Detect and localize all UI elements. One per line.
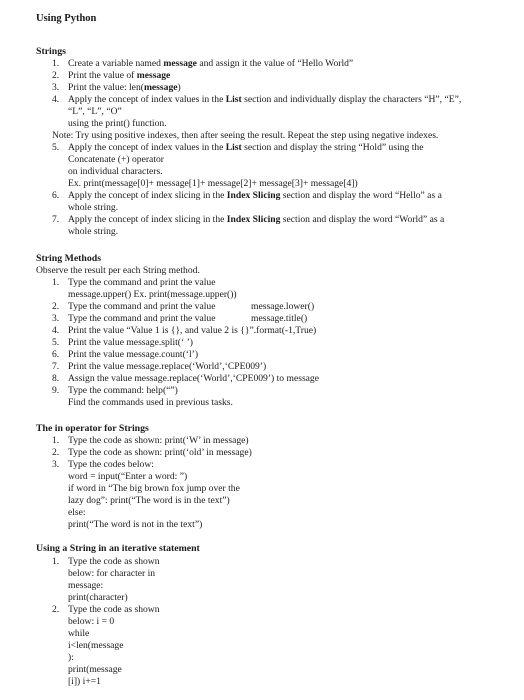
list-item-line: Type the code as shown: print(‘old’ in message) [68, 447, 252, 458]
item-number: 2. [52, 604, 60, 615]
list-item-line: Print the value “Value 1 is {}, and value 2 is {}”.format(-1,True) [68, 325, 317, 336]
list-item-line: Apply the concept of index values in the List section and display the string “Hold” using the [68, 142, 424, 153]
list-item-line: else: [68, 507, 86, 518]
list-item-line: Type the command and print the value [68, 277, 216, 288]
list-item-line: Print the value message.count(‘l’) [68, 349, 199, 360]
list-item-line: Assign the value message.replace(‘World’,‘CPE009’) to message [68, 373, 319, 384]
list-item-line: print(“The word is not in the text”) [68, 519, 203, 530]
list-item-line: ): [68, 652, 74, 663]
item-number: 9. [52, 385, 60, 396]
list-item-line: whole string. [68, 202, 119, 213]
item-number: 8. [52, 373, 60, 384]
list-item-line: i<len(message [68, 640, 124, 651]
item-number: 6. [52, 349, 60, 360]
list-item-line: Type the command: help(“”) [68, 385, 178, 396]
list-item-line: Print the value: len(message) [68, 82, 181, 93]
list-item-line: while [68, 628, 90, 639]
list-item-line: Apply the concept of index slicing in the Index Slicing section and display the word “Hello” as a [68, 190, 442, 201]
list-item-line: below: for character in [68, 568, 156, 579]
item-number: 4. [52, 325, 60, 336]
list-item-line: Print the value of message [68, 70, 171, 81]
list-item-line: Find the commands used in previous tasks. [68, 397, 233, 408]
item-number: 3. [52, 82, 60, 93]
list-item-line: Print the value message.replace(‘World’,‘CPE009’) [68, 361, 267, 372]
item-number: 1. [52, 556, 60, 567]
list-item-line: using the print() function. [68, 118, 167, 129]
item-number: 2. [52, 301, 60, 312]
list-item-line: Type the code as shown [68, 556, 160, 567]
item-number: 2. [52, 70, 60, 81]
string-methods-heading: String Methods [36, 253, 102, 264]
document-title: Using Python [36, 13, 97, 24]
list-item-line: Create a variable named message and assign it the value of “Hello World” [68, 58, 354, 69]
item-number: 2. [52, 447, 60, 458]
item-number: 6. [52, 190, 60, 201]
list-item-line: Apply the concept of index slicing in the Index Slicing section and display the word “World” as a [68, 214, 445, 225]
list-item-line: print(message [68, 664, 122, 675]
list-item-line: Type the code as shown: print(‘W’ in message) [68, 435, 249, 446]
method-command: message.title() [251, 313, 308, 324]
iterative-heading: Using a String in an iterative statement [36, 543, 200, 554]
list-item-line: Apply the concept of index values in the List section and individually display the characters “H”, “E”, [68, 94, 462, 105]
item-number: 5. [52, 142, 60, 153]
item-number: 7. [52, 361, 60, 372]
list-item-line: Print the value message.split(‘ ’) [68, 337, 193, 348]
list-item-line: message.upper() Ex. print(message.upper()) [68, 289, 237, 300]
item-number: 1. [52, 277, 60, 288]
list-item-line: [i]) i+=1 [68, 676, 101, 687]
string-methods-intro: Observe the result per each String method. [36, 265, 200, 276]
item-number: 1. [52, 58, 60, 69]
item-number: 3. [52, 459, 60, 470]
list-item-line: Ex. print(message[0]+ message[1]+ message[2]+ message[3]+ message[4]) [68, 178, 358, 189]
list-item-line: message: [68, 580, 104, 591]
list-item-line: Type the code as shown [68, 604, 160, 615]
list-item-line: Concatenate (+) operator [68, 154, 164, 165]
method-command: message.lower() [251, 301, 315, 312]
strings-heading: Strings [36, 46, 66, 57]
item-number: 4. [52, 94, 60, 105]
list-item-line: lazy dog”: print(“The word is in the text”) [68, 495, 230, 506]
list-item-line: word = input(“Enter a word: ”) [68, 471, 188, 482]
item-number: 7. [52, 214, 60, 225]
list-item-line: Type the command and print the value [68, 313, 216, 324]
list-item-line: if word in “The big brown fox jump over the [68, 483, 240, 494]
item-number: 3. [52, 313, 60, 324]
list-item-line: Type the command and print the value [68, 301, 216, 312]
item-number: 5. [52, 337, 60, 348]
note-line: Note: Try using positive indexes, then after seeing the result. Repeat the step using negative indexes. [52, 130, 439, 141]
list-item-line: whole string. [68, 226, 119, 237]
list-item-line: Type the codes below: [68, 459, 154, 470]
list-item-line: “L”, “L”, “O” [68, 106, 122, 117]
list-item-line: on individual characters. [68, 166, 163, 177]
list-item-line: below: i = 0 [68, 616, 115, 627]
item-number: 1. [52, 435, 60, 446]
list-item-line: print(character) [68, 592, 128, 603]
in-operator-heading: The in operator for Strings [36, 423, 149, 434]
